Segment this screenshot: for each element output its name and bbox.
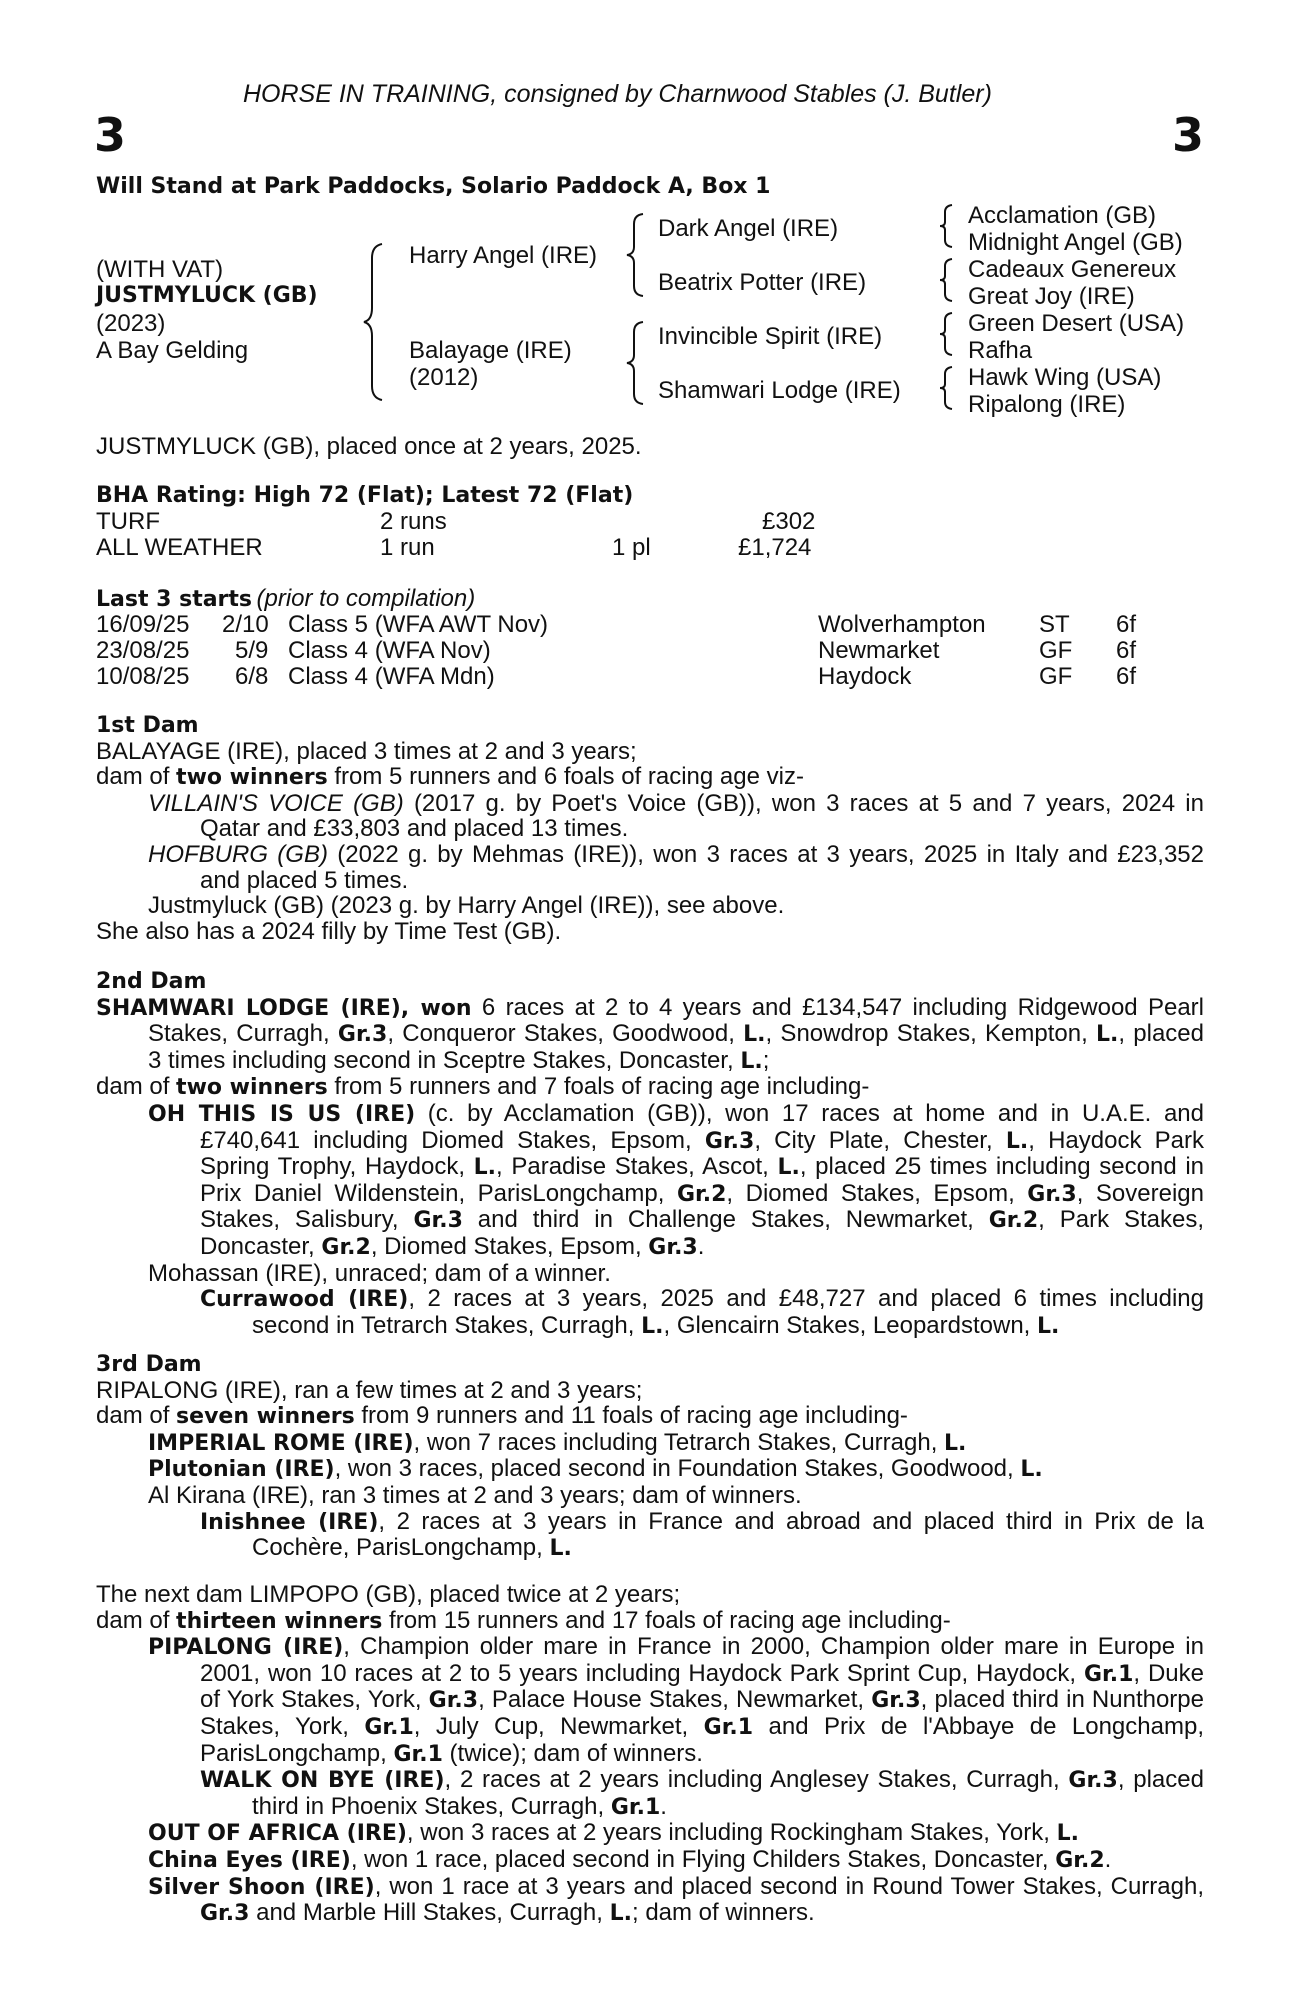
- pedigree-brace-5: [938, 257, 956, 303]
- horse-foaling-year: (2023): [96, 310, 166, 337]
- start-position: 2/10: [222, 611, 269, 638]
- last-starts-note: (prior to compilation): [256, 585, 476, 612]
- pedigree-dam-dam: Shamwari Lodge (IRE): [658, 377, 901, 404]
- start-position: 6/8: [235, 663, 269, 690]
- second-dam-progeny: OH THIS IS US (IRE) (c. by Acclamation (GB)), won 17 races at home and in U.A.E. and £740,641 including Diomed Stakes, Epsom, Gr.3, City Plate, Chester, L., Haydock Park Spring Trophy, Haydock, L., Paradise Stakes, Ascot, L., placed 25 times including second in Prix Daniel Wildenstein, ParisLongchamp, Gr.2, Diomed Stakes, Epsom, Gr.3, Sovereign Stakes, Salisbury, Gr.3 and third in Challenge Stakes, Newmarket, Gr.2, Park Stakes, Doncaster, Gr.2, Diomed Stakes, Epsom, Gr.3.: [148, 1099, 1205, 1260]
- third-dam-progeny: Plutonian (IRE), won 3 races, placed second in Foundation Stakes, Goodwood, L.: [148, 1455, 1043, 1483]
- start-course: Newmarket: [818, 637, 940, 664]
- pedigree-brace-2: [625, 212, 647, 298]
- next-dam-produce-line: dam of thirteen winners from 15 runners and 17 foals of racing age including-: [96, 1606, 951, 1634]
- first-dam-heading: 1st Dam: [96, 713, 199, 738]
- second-dam-heading: 2nd Dam: [96, 969, 207, 994]
- start-distance: 6f: [1116, 663, 1137, 690]
- first-dam-progeny: VILLAIN'S VOICE (GB) (2017 g. by Poet's Voice (GB)), won 3 races at 5 and 7 years, 2024 in Qatar and £33,803 and placed 13 times.: [148, 789, 1204, 843]
- start-distance: 6f: [1116, 637, 1137, 664]
- pedigree-ds-sire: Green Desert (USA): [968, 310, 1185, 337]
- next-dam-progeny: OUT OF AFRICA (IRE), won 3 races at 2 years including Rockingham Stakes, York, L.: [148, 1819, 1079, 1847]
- first-dam-produce-line: dam of two winners from 5 runners and 6 foals of racing age viz-: [96, 763, 804, 791]
- bha-rating-heading: BHA Rating: High 72 (Flat); Latest 72 (Flat): [96, 483, 634, 508]
- pedigree-brace-3: [625, 320, 647, 406]
- pedigree-ss-dam: Midnight Angel (GB): [968, 229, 1183, 256]
- third-dam-progeny: IMPERIAL ROME (IRE), won 7 races including Tetrarch Stakes, Curragh, L.: [148, 1428, 967, 1456]
- second-dam-record: SHAMWARI LODGE (IRE), won 6 races at 2 to 4 years and £134,547 including Ridgewood Pearl Stakes, Curragh, Gr.3, Conqueror Stakes, Goodwood, L., Snowdrop Stakes, Kempton, L., placed 3 times including second in Sceptre Stakes, Doncaster, L.;: [96, 993, 1205, 1074]
- second-dam-section: [96, 969, 1204, 1339]
- third-dam-line: RIPALONG (IRE), ran a few times at 2 and 3 years;: [96, 1376, 643, 1404]
- start-going: ST: [1039, 611, 1070, 638]
- rating-turf-earnings: £302: [762, 508, 816, 535]
- start-course: Wolverhampton: [818, 611, 986, 638]
- third-dam-grand-progeny: Inishnee (IRE), 2 races at 3 years in France and abroad and placed third in Prix de la Cochère, ParisLongchamp, L.: [200, 1507, 1204, 1562]
- last-starts-heading: [96, 586, 475, 612]
- next-dam-progeny: PIPALONG (IRE), Champion older mare in France in 2000, Champion older mare in Europe in 2001, won 10 races at 2 to 5 years including Haydock Park Sprint Cup, Haydock, Gr.1, Duke of York Stakes, York, Gr.3, Palace House Stakes, Newmarket, Gr.3, placed third in Nunthorpe Stakes, York, Gr.1, July Cup, Newmarket, Gr.1 and Prix de l'Abbaye de Longchamp, ParisLongchamp, Gr.1 (twice); dam of winners.: [148, 1633, 1204, 1767]
- pedigree-ds-dam: Rafha: [968, 337, 1033, 364]
- next-dam-progeny: China Eyes (IRE), won 1 race, placed second in Flying Childers Stakes, Doncaster, Gr.2.: [148, 1845, 1112, 1873]
- first-dam-note: She also has a 2024 filly by Time Test (GB).: [96, 917, 562, 945]
- start-date: 16/09/25: [96, 611, 190, 638]
- start-going: GF: [1039, 637, 1073, 664]
- pedigree-dam-sire: Invincible Spirit (IRE): [658, 323, 883, 350]
- first-dam-progeny: Justmyluck (GB) (2023 g. by Harry Angel (IRE)), see above.: [148, 892, 785, 920]
- third-dam-section: [96, 1352, 1204, 1562]
- next-dam-line: The next dam LIMPOPO (GB), placed twice at 2 years;: [96, 1581, 681, 1608]
- rating-aw-runs: 1 run: [380, 534, 435, 561]
- rating-turf-runs: 2 runs: [380, 508, 447, 535]
- pedigree-sd-dam: Great Joy (IRE): [968, 283, 1135, 310]
- pedigree-brace-4: [938, 203, 956, 249]
- start-date: 23/08/25: [96, 637, 190, 664]
- start-date: 10/08/25: [96, 663, 190, 690]
- second-dam-progeny: Mohassan (IRE), unraced; dam of a winner.: [148, 1259, 611, 1287]
- pedigree-brace-6: [938, 311, 956, 357]
- start-position: 5/9: [235, 637, 269, 664]
- vat-note: (WITH VAT): [96, 256, 224, 283]
- rating-aw-label: ALL WEATHER: [96, 534, 263, 561]
- pedigree-dam-year: (2012): [409, 364, 479, 391]
- rating-aw-earnings: £1,724: [738, 534, 812, 561]
- start-course: Haydock: [818, 663, 912, 690]
- start-going: GF: [1039, 663, 1073, 690]
- start-race: Class 4 (WFA Nov): [288, 637, 491, 664]
- horse-description: A Bay Gelding: [96, 337, 249, 364]
- pedigree-dd-dam: Ripalong (IRE): [968, 391, 1126, 418]
- pedigree-brace-7: [938, 365, 956, 411]
- pedigree-sire: Harry Angel (IRE): [409, 242, 598, 269]
- rating-aw-placed: 1 pl: [612, 534, 651, 561]
- third-dam-progeny: Al Kirana (IRE), ran 3 times at 2 and 3 years; dam of winners.: [148, 1481, 802, 1509]
- next-dam-grand-progeny: WALK ON BYE (IRE), 2 races at 2 years including Anglesey Stakes, Curragh, Gr.3, placed third in Phoenix Stakes, Curragh, Gr.1.: [200, 1766, 1204, 1820]
- third-dam-produce-line: dam of seven winners from 9 runners and 11 foals of racing age including-: [96, 1402, 908, 1430]
- lot-number-left: 3: [94, 108, 127, 162]
- next-dam-progeny: Silver Shoon (IRE), won 1 race at 3 years and placed second in Round Tower Stakes, Curragh, Gr.3 and Marble Hill Stakes, Curragh, L.; dam of winners.: [148, 1872, 1204, 1927]
- pedigree-dd-sire: Hawk Wing (USA): [968, 364, 1162, 391]
- lot-number-right: 3: [1172, 108, 1205, 162]
- horse-summary: JUSTMYLUCK (GB), placed once at 2 years, 2025.: [96, 433, 642, 460]
- pedigree-sire-sire: Dark Angel (IRE): [658, 215, 839, 242]
- second-dam-produce-line: dam of two winners from 5 runners and 7 foals of racing age including-: [96, 1073, 870, 1101]
- first-dam-section: [96, 713, 1204, 944]
- second-dam-grand-progeny: Currawood (IRE), 2 races at 3 years, 2025 and £48,727 and placed 6 times including second in Tetrarch Stakes, Curragh, L., Glencairn Stakes, Leopardstown, L.: [200, 1285, 1204, 1339]
- first-dam-line: BALAYAGE (IRE), placed 3 times at 2 and 3 years;: [96, 737, 637, 765]
- next-dam-section: [96, 1582, 1204, 1927]
- stand-location: Will Stand at Park Paddocks, Solario Paddock A, Box 1: [96, 174, 771, 199]
- start-race: Class 4 (WFA Mdn): [288, 663, 495, 690]
- horse-name: JUSTMYLUCK (GB): [96, 283, 318, 308]
- pedigree-sire-dam: Beatrix Potter (IRE): [658, 269, 867, 296]
- last-starts-title: Last 3 starts: [96, 587, 253, 612]
- pedigree-ss-sire: Acclamation (GB): [968, 202, 1157, 229]
- start-distance: 6f: [1116, 611, 1137, 638]
- start-race: Class 5 (WFA AWT Nov): [288, 611, 549, 638]
- pedigree-sd-sire: Cadeaux Genereux: [968, 256, 1177, 283]
- rating-turf-label: TURF: [96, 508, 160, 535]
- third-dam-heading: 3rd Dam: [96, 1352, 202, 1377]
- pedigree-brace-1: [362, 242, 388, 402]
- pedigree-dam: Balayage (IRE): [409, 337, 572, 364]
- first-dam-progeny: HOFBURG (GB) (2022 g. by Mehmas (IRE)), won 3 races at 3 years, 2025 in Italy and £23,352 and placed 5 times.: [148, 840, 1204, 894]
- consignor-header: HORSE IN TRAINING, consigned by Charnwood Stables (J. Butler): [243, 80, 992, 108]
